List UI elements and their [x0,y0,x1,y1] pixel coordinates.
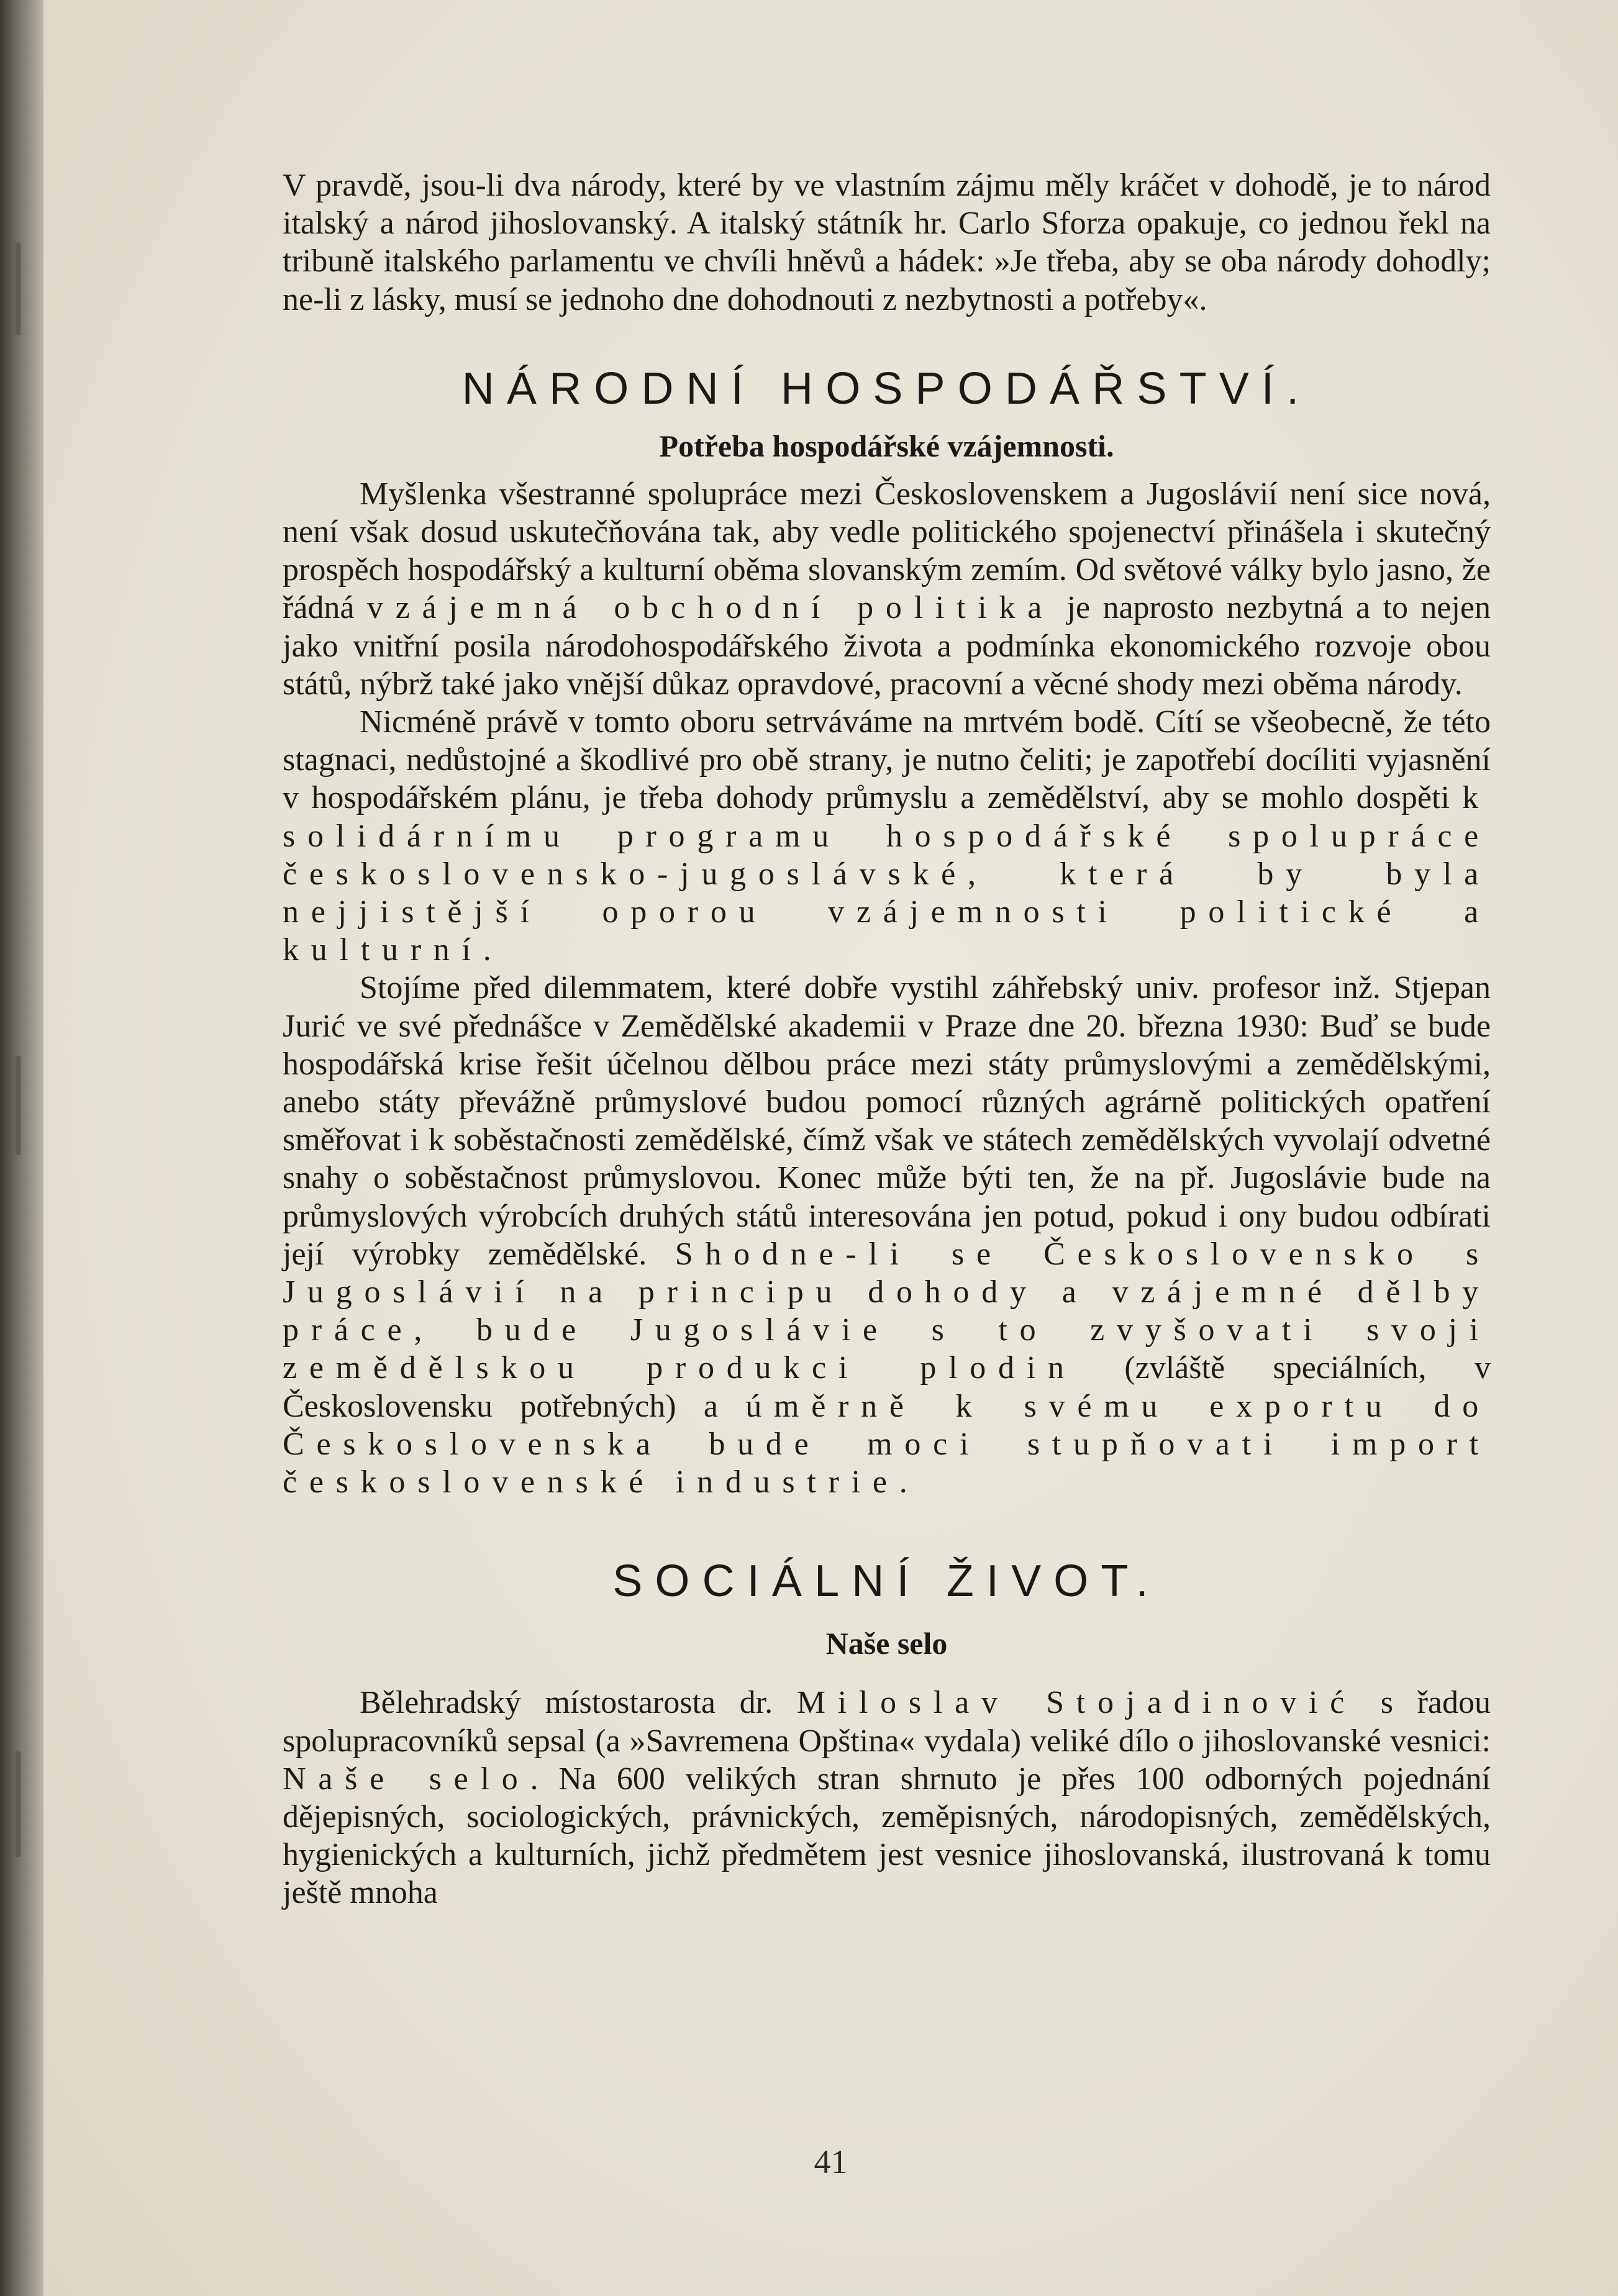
paragraph-myslenka [283,475,1491,703]
opening-paragraph: V pravdě, jsou-li dva národy, které by ve vlastním zájmu měly kráčet v dohodě, je to národ italský a národ jihoslovanský. A italský státník hr. Carlo Sforza opakuje, co jednou řekl na tribuně italského parlamentu ve chvíli hněvů a hádek: »Je třeba, aby se oba národy dohodly; ne-li z lásky, musí se jednoho dne dohodnouti z nezbytnosti a potřeby«. [283,168,1491,317]
paragraph-belehradsky [283,1684,1491,1912]
page-number: 41 [814,2143,848,2180]
spaced-emphasis: vzájemná obchodní politika [366,590,1055,626]
text-run: Myšlenka všestranné spolupráce mezi Československem a Jugoslávií není sice nová, není však dosud uskutečňována tak, aby vedle politického spojenectví přinášela i skutečný prospěch hospodářský a kulturní oběma slovanským zemím. Od světové války bylo jasno, že řádná [283,476,1491,626]
text-run: . Na 600 velikých stran shrnuto je přes 100 odborných pojednání dějepisných, sociologických, právnických, zeměpisných, národopisných, zemědělských, hygienických a kulturních, jichž předmětem jest vesnice jihoslovanská, ilustrovaná k tomu ještě mnoha [283,1761,1491,1911]
margin-mark [16,1751,20,1857]
text-run: Nicméně právě v tomto oboru setrváváme na mrtvém bodě. Cítí se všeobecně, že této stagnaci, nedůstojné a škodlivé pro obě strany, je nutno čeliti; je zapotřebí docíliti vyjasnění v hospodářském plánu, je třeba dohody průmyslu a zemědělství, aby se mohlo dospěti [283,704,1491,816]
spaced-emphasis: Naše selo [283,1761,530,1797]
section-title-socialni-zivot: SOCIÁLNÍ ŽIVOT. [612,1556,1161,1607]
text-run: je naprosto nezbytná a to nejen jako vnitřní posila národohospodářského života a podmínka ekonomického rozvoje obou států, nýbrž také jako vnější důkaz opravdové, pracovní a věcné shody mezi oběma národy. [283,590,1491,702]
subheading-potreba-hospodarske-vzajemnosti: Potřeba hospodářské vzájemnosti. [659,428,1114,463]
paragraph-stojime [283,969,1491,1501]
text-run: Bělehradský místostarosta dr. [360,1685,797,1721]
spaced-emphasis: Miloslav Stojadinović [796,1685,1357,1721]
page [43,0,1618,2296]
text-run: (zvláště speciálních, v Československu potřebných) a [283,1350,1491,1424]
page-content [283,166,1491,1912]
subheading-nase-selo: Naše selo [825,1626,948,1661]
spaced-emphasis: úměrně k svému exportu do Československa bude moci stupňovati import československé industrie. [283,1388,1491,1500]
margin-mark [16,242,20,335]
text-run: Stojíme před dilemmatem, které dobře vystihl záhřebský univ. profesor inž. Stjepan Jurić ve své přednášce v Zemědělské akademii v Praze dne 20. března 1930: Buď se bude hospodářská krise řešit účelnou dělbou práce mezi státy průmyslovými a zemědělskými, anebo státy převážně průmyslové budou pomocí různých agrárně politických opatření směřovat i k soběstačnosti zemědělské, čímž však ve státech zemědělských vyvolají odvetné snahy o soběstačnost průmyslovou. Konec může býti ten, že na př. Jugoslávie bude na průmyslových výrobcích druhých států interesována jen potud, pokud i ony budou odbírati její výrobky zemědělské. [283,970,1491,1272]
spaced-emphasis: Shodne-li se Československo s Jugoslávií na principu dohody a vzájemné dělby práce, bude Jugoslávie s to zvyšovati svoji zemědělskou produkci plodin [283,1236,1491,1386]
text-run: s řadou spolupracovníků sepsal (a »Savremena Opština« vydala) veliké dílo o jihoslovanské vesnici: [283,1685,1491,1759]
section-title-narodni-hospodarstvi: NÁRODNÍ HOSPODÁŘSTVÍ. [461,363,1312,414]
paragraph-nicmene [283,703,1491,969]
margin-mark [16,1056,20,1155]
spaced-emphasis: k solidárnímu programu hospodářské spolupráce československo-jugoslávské, která by byla nejjistější oporou vzájemnosti politické a kulturní. [283,780,1491,968]
